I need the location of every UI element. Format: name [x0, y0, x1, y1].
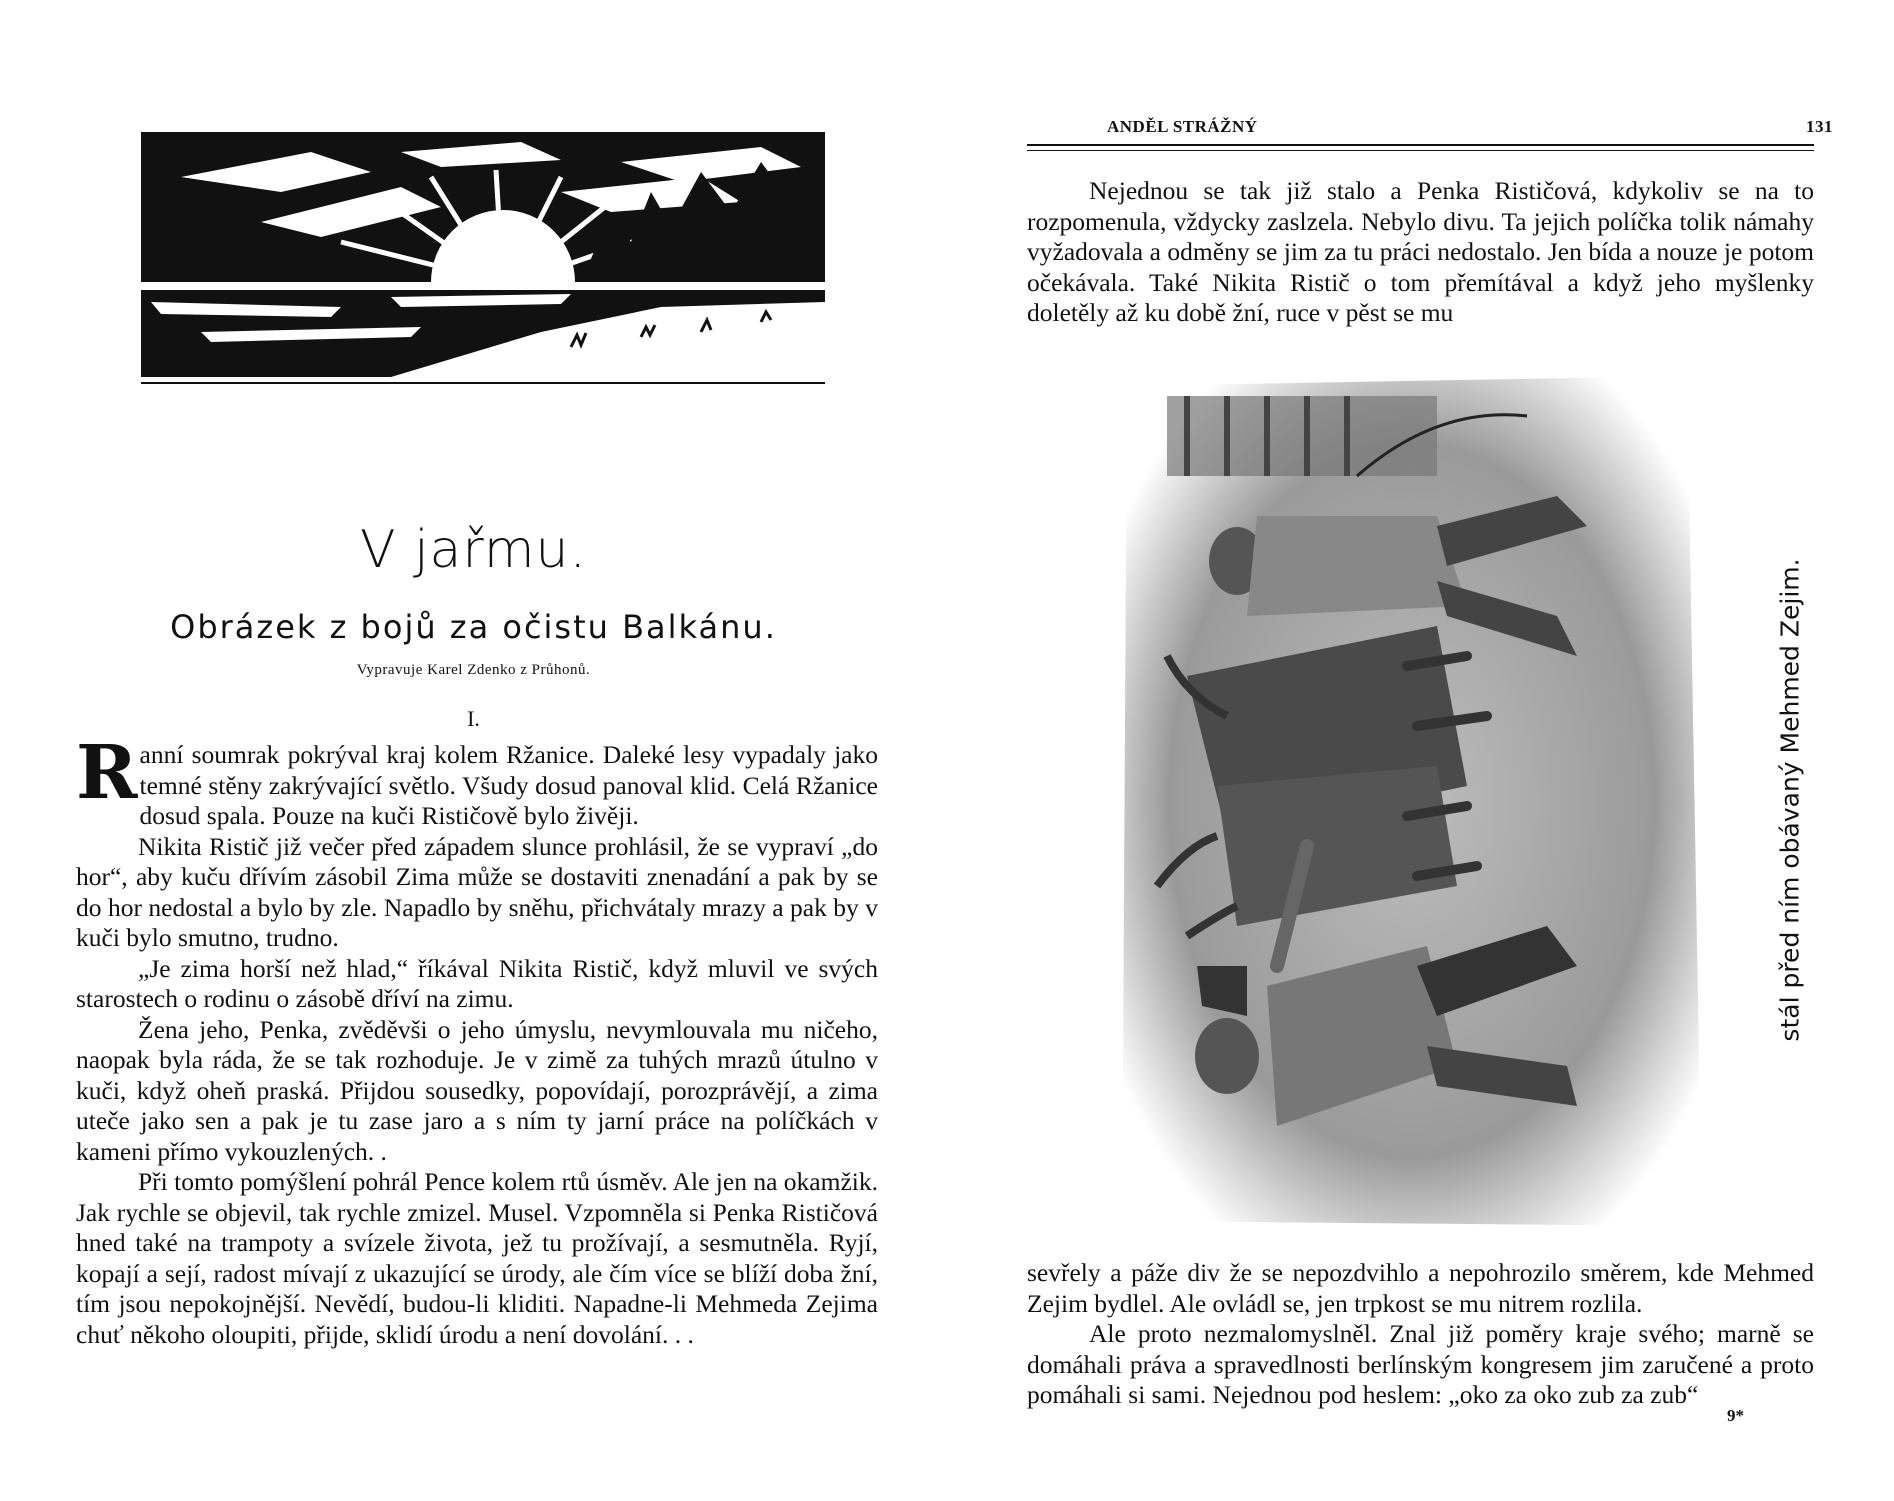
paragraph: Žena jeho, Penka, zvěděvši o jeho úmyslu, nevymlouvala mu ničeho, naopak byla ráda, že se tak rozhoduje. Je v zimě za tuhých mrazů útulno v kuči, když oheň praská. Přijdou sousedky, popovídají, porozprávějí, a zima uteče jako sen a pak je tu zase jaro a s ním ty jarní práce na políčkách v kameni přímo vykouzlených. .	[76, 1014, 878, 1166]
article-subtitle: Obrázek z bojů za očistu Balkánu.	[170, 608, 777, 646]
caption-text: stál před ním obávaný Mehmed Zejim.	[1775, 558, 1805, 1042]
header-rule	[1027, 144, 1814, 146]
article-title: V jařmu.	[359, 520, 588, 580]
author-byline: Vypravuje Karel Zdenko z Průhonů.	[356, 662, 591, 678]
left-body-text	[76, 730, 878, 1350]
page-number: 131	[1806, 117, 1833, 136]
right-bottom-text	[1027, 1258, 1814, 1411]
right-top-text	[1027, 176, 1814, 329]
paragraph	[76, 730, 878, 832]
paragraph: „Je zima horší než hlad,“ říkával Nikita Ristič, když mluvil ve svých starostech o rodinu o zásobě dříví na zimu.	[76, 953, 878, 1013]
paragraph: Nejednou se tak již stalo a Penka Rističová, kdykoliv se na to rozpomenula, vždycky zaslzela. Nebylo divu. Ta jejich políčka tolik námahy vyžadovala a odměny se jim za tu práci nedostalo. Jen bída a nouze je potom očekávala. Také Nikita Ristič o tom přemítával a když jeho myšlenky doletěly až ku době žní, ruce v pěst se mu	[1027, 176, 1814, 327]
signature-mark: 9*	[1727, 1406, 1744, 1425]
paragraph-continuation: sevřely a páže div že se nepozdvihlo a nepohrozilo směrem, kde Mehmed Zejim bydlel. Ale ovládl se, jen trpkost se mu nitrem rozlila.	[1027, 1258, 1814, 1318]
sunset-woodcut-illustration	[141, 132, 825, 394]
right-page	[947, 0, 1894, 1501]
paragraph: Při tomto pomýšlení pohrál Pence kolem rtů úsměv. Ale jen na okamžik. Jak rychle se objevil, tak rychle zmizel. Musel. Vzpomněla si Penka Rističová hned také na trampoty a svízele života, jež tu prožívají, a sesmutněla. Ryjí, kopají a sejí, radost mívají z ukazující se úrody, ale čím více se blíží doba žní, tím jsou nepokojnější. Nevědí, budou-li kliditi. Napadne-li Mehmeda Zejima chuť někoho oloupiti, přijde, sklidí úrodu a není dovolání. . .	[76, 1167, 878, 1349]
drop-cap: R	[76, 730, 138, 816]
paragraph: Nikita Ristič již večer před západem slunce prohlásil, že se vypraví „do hor“, aby kuču dřívím zásobil Zima může se dostaviti znenadání a pak by se do hor nedostal a bylo by zle. Napadlo by sněhu, přichvátaly mrazy a pak by v kuči bylo smutno, trudno.	[76, 831, 878, 952]
running-title: ANDĚL STRÁŽNÝ	[1107, 117, 1258, 136]
header-rule-thin	[1027, 150, 1814, 151]
paragraph-text: anní soumrak pokrýval kraj kolem Ržanice. Daleké lesy vypadaly jako temné stěny zakrývající světlo. Všudy dosud panoval klid. Celá Ržanice dosud spala. Pouze na kuči Rističově bylo živěji.	[139, 740, 878, 830]
mehmed-zejim-illustration	[1107, 366, 1709, 1236]
chapter-number: I.	[467, 706, 480, 731]
paragraph: Ale proto nezmalomyslněl. Znal již poměry kraje svého; marně se domáhali práva a spravedlnosti berlínským kongresem jim zaručené a proto pomáhali si sami. Nejednou pod heslem: „oko za oko zub za zub“	[1027, 1319, 1814, 1409]
